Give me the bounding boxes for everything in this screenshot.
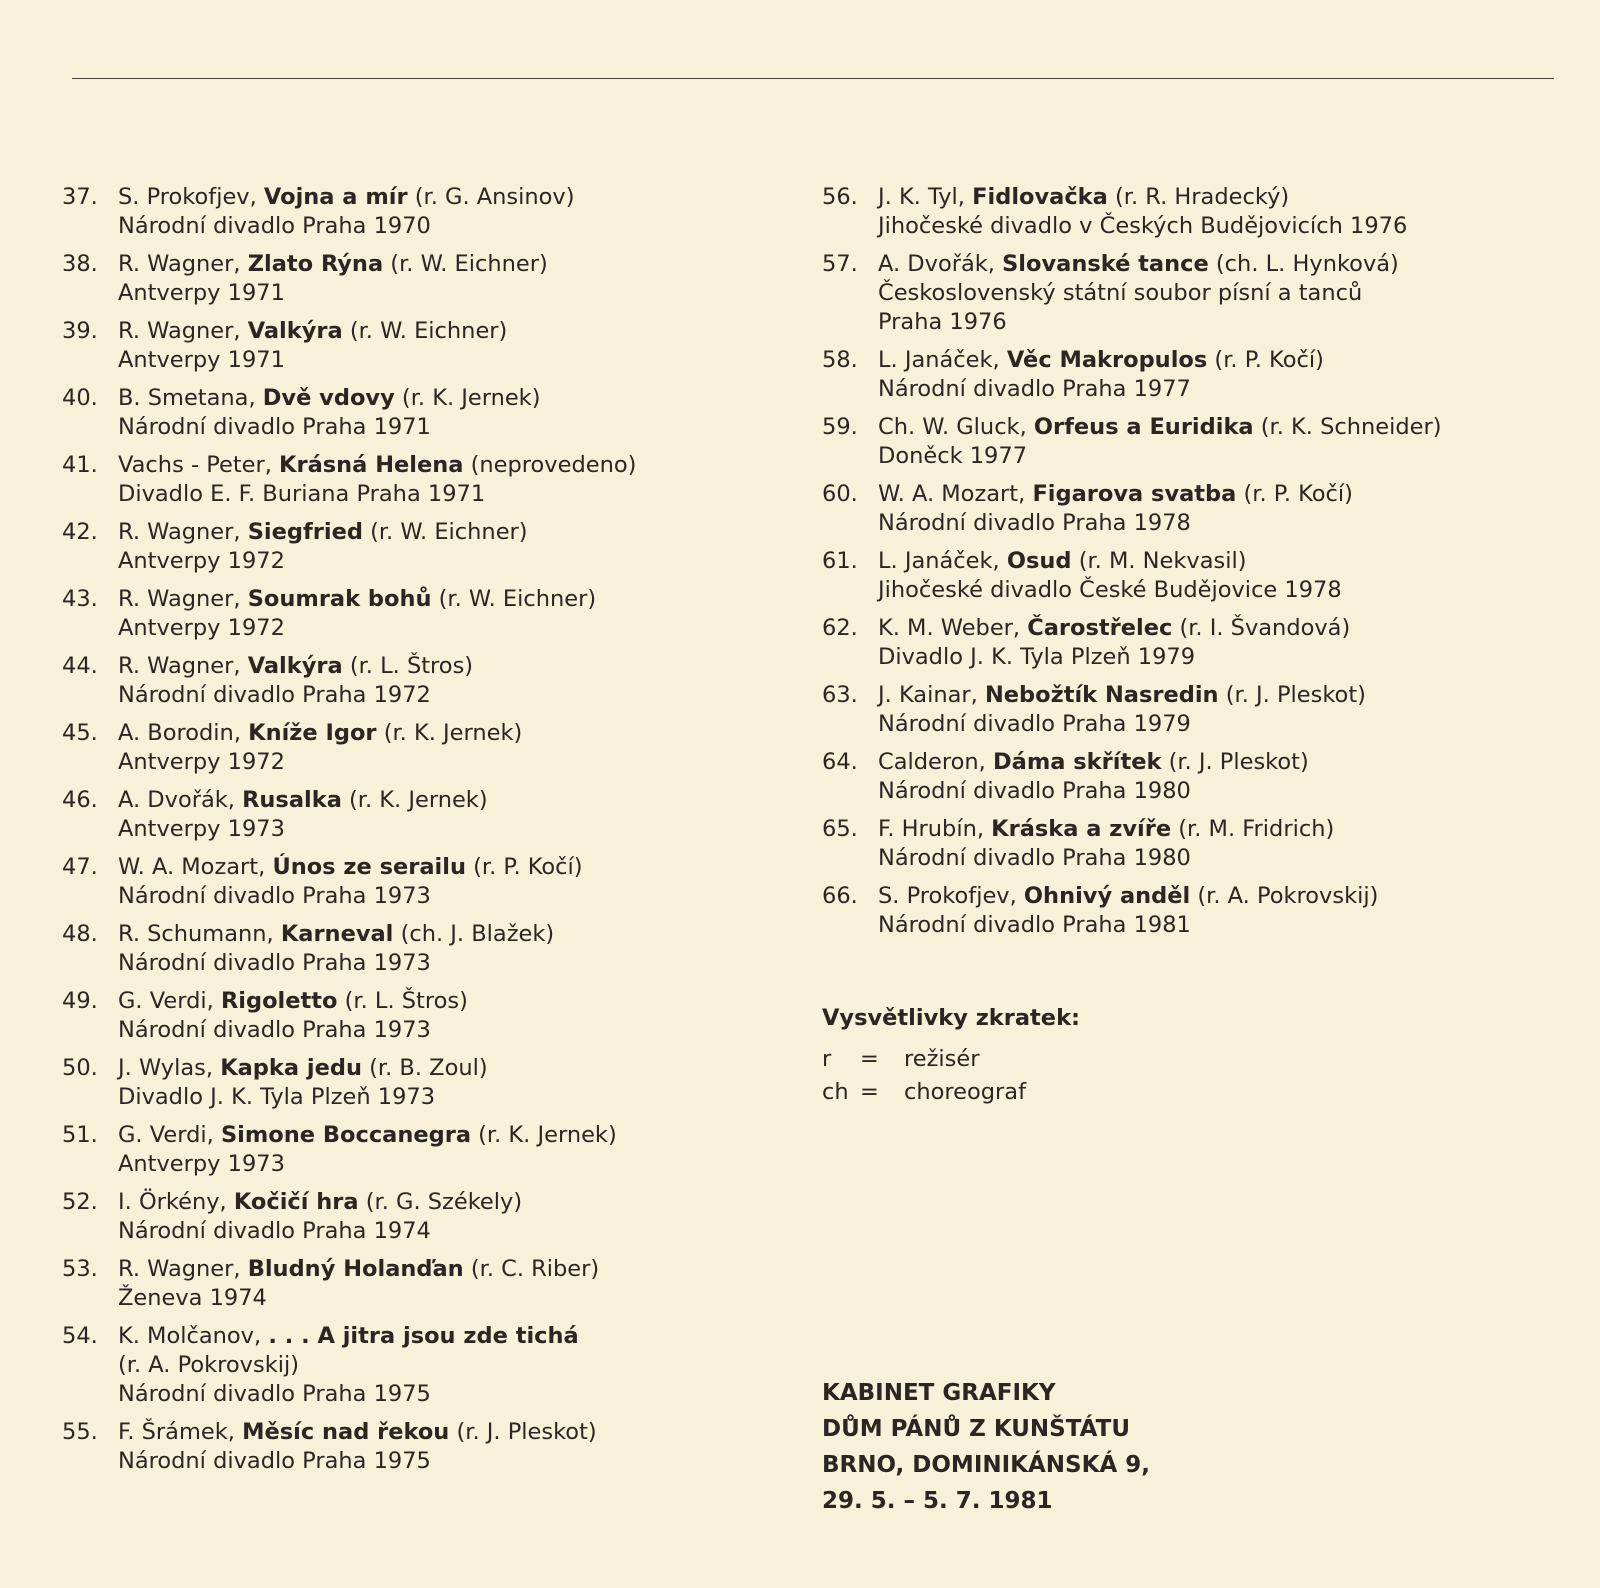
entry-body — [878, 547, 1542, 605]
entry-title: Kočičí hra — [233, 1189, 359, 1215]
catalog-entry — [62, 451, 762, 509]
entry-credit: (r. J. Pleskot) — [1168, 749, 1309, 775]
entry-author: J. Kainar, — [878, 682, 978, 708]
entry-title: Kapka jedu — [220, 1055, 362, 1081]
catalog-entry — [822, 547, 1542, 605]
entry-heading-line — [118, 853, 762, 882]
entry-body — [878, 815, 1542, 873]
entry-credit: (r. W. Eichner) — [390, 251, 548, 277]
entry-credit: (r. L. Štros) — [344, 988, 468, 1014]
entry-credit: (r. P. Kočí) — [473, 854, 583, 880]
entry-venue: Antverpy 1973 — [118, 816, 285, 842]
entry-title: Rusalka — [242, 787, 342, 813]
entry-body — [878, 413, 1542, 471]
catalog-entry — [62, 853, 762, 911]
entry-credit: (r. J. Pleskot) — [456, 1419, 597, 1445]
entry-number: 42. — [62, 519, 98, 545]
entry-heading-line — [118, 1418, 762, 1447]
entry-body — [878, 681, 1542, 739]
catalog-entry — [822, 681, 1542, 739]
entry-number: 60. — [822, 481, 858, 507]
entry-heading-line — [118, 518, 762, 547]
exhibition-institution: KABINET GRAFIKY — [822, 1380, 1056, 1406]
entry-heading-line — [878, 346, 1542, 375]
entry-title: Simone Boccanegra — [220, 1122, 471, 1148]
entry-title: Kníže Igor — [248, 720, 377, 746]
entry-heading-line — [878, 614, 1542, 643]
entry-venue: Divadlo J. K. Tyla Plzeň 1973 — [118, 1084, 436, 1110]
entry-author: R. Wagner, — [118, 1256, 241, 1282]
entry-body — [878, 882, 1542, 940]
entry-heading-line — [118, 1188, 762, 1217]
entry-body — [118, 317, 762, 375]
entry-credit: (r. C. Riber) — [470, 1256, 600, 1282]
entry-venue: Antverpy 1971 — [118, 280, 285, 306]
entry-venue: Antverpy 1972 — [118, 749, 285, 775]
entry-author: L. Janáček, — [878, 347, 1000, 373]
entry-credit: (ch. J. Blažek) — [400, 921, 555, 947]
entry-number: 55. — [62, 1419, 98, 1445]
entry-body — [118, 1188, 762, 1246]
catalog-entry — [62, 518, 762, 576]
catalog-entry — [62, 585, 762, 643]
entry-body — [118, 250, 762, 308]
entry-title: Osud — [1006, 548, 1072, 574]
entry-author: R. Wagner, — [118, 251, 241, 277]
entry-body — [118, 1322, 762, 1409]
entry-venue: Národní divadlo Praha 1977 — [878, 376, 1191, 402]
entry-author: R. Wagner, — [118, 519, 241, 545]
entry-title: Čarostřelec — [1027, 615, 1173, 641]
entry-number: 46. — [62, 787, 98, 813]
entry-body — [118, 518, 762, 576]
catalog-entry — [822, 614, 1542, 672]
entry-number: 64. — [822, 749, 858, 775]
legend-title: Vysvětlivky zkratek: — [822, 1005, 1081, 1031]
entry-author: A. Borodin, — [118, 720, 241, 746]
exhibition-dates: 29. 5. – 5. 7. 1981 — [822, 1488, 1053, 1514]
entry-credit: (r. M. Nekvasil) — [1078, 548, 1247, 574]
catalog-entry — [62, 1121, 762, 1179]
entry-credit: (r. K. Jernek) — [383, 720, 523, 746]
exhibition-building: DŮM PÁNŮ Z KUNŠTÁTU — [822, 1416, 1131, 1442]
entry-venue: Národní divadlo Praha 1980 — [878, 845, 1191, 871]
entry-credit: (r. M. Fridrich) — [1178, 816, 1335, 842]
entry-venue: Národní divadlo Praha 1979 — [878, 711, 1191, 737]
entry-number: 56. — [822, 184, 858, 210]
legend-meaning: režisér — [904, 1046, 980, 1072]
entry-venue: Antverpy 1973 — [118, 1151, 285, 1177]
entry-heading-line — [878, 480, 1542, 509]
entry-author: K. M. Weber, — [878, 615, 1021, 641]
entry-number: 54. — [62, 1323, 98, 1349]
entry-body — [118, 1054, 762, 1112]
entry-author: I. Örkény, — [118, 1189, 227, 1215]
entry-heading-line — [878, 413, 1542, 442]
entry-venue: Praha 1976 — [878, 309, 1007, 335]
entry-title: Vojna a mír — [263, 184, 408, 210]
entry-credit: (r. W. Eichner) — [349, 318, 508, 344]
entry-author: S. Prokofjev, — [118, 184, 257, 210]
entry-number: 47. — [62, 854, 98, 880]
catalog-entry — [62, 786, 762, 844]
right-column — [822, 183, 1542, 949]
entry-author: G. Verdi, — [118, 1122, 214, 1148]
entry-body — [118, 719, 762, 777]
entry-author: Ch. W. Gluck, — [878, 414, 1027, 440]
entry-credit: (r. K. Jernek) — [401, 385, 541, 411]
entry-number: 57. — [822, 251, 858, 277]
entry-heading-line — [118, 250, 762, 279]
entry-body — [118, 987, 762, 1045]
entry-author: K. Molčanov, — [118, 1323, 262, 1349]
entry-heading-line — [118, 987, 762, 1016]
entry-heading-line — [878, 748, 1542, 777]
entry-number: 50. — [62, 1055, 98, 1081]
entry-title: Dvě vdovy — [262, 385, 395, 411]
entry-heading-line — [118, 317, 762, 346]
entry-number: 51. — [62, 1122, 98, 1148]
entry-number: 43. — [62, 586, 98, 612]
entry-venue: Divadlo E. F. Buriana Praha 1971 — [118, 481, 486, 507]
catalog-entry — [822, 748, 1542, 806]
entry-title: Měsíc nad řekou — [242, 1419, 450, 1445]
legend-abbr: r — [822, 1046, 832, 1072]
catalog-entry — [822, 882, 1542, 940]
entry-body — [878, 250, 1542, 337]
entry-body — [118, 1255, 762, 1313]
entry-number: 41. — [62, 452, 98, 478]
entry-number: 48. — [62, 921, 98, 947]
catalog-entry — [62, 1255, 762, 1313]
entry-heading-line — [118, 1255, 762, 1284]
entry-heading-line — [118, 384, 762, 413]
entry-author: R. Wagner, — [118, 653, 241, 679]
entry-venue: Národní divadlo Praha 1971 — [118, 414, 431, 440]
entry-title: Fidlovačka — [972, 184, 1108, 210]
entry-credit: (r. W. Eichner) — [438, 586, 597, 612]
entry-number: 44. — [62, 653, 98, 679]
legend-equals: = — [860, 1079, 879, 1105]
legend-meaning: choreograf — [904, 1079, 1027, 1105]
entry-title: Ohnivý anděl — [1023, 883, 1191, 909]
catalog-entry — [62, 1054, 762, 1112]
entry-credit: (r. W. Eichner) — [370, 519, 528, 545]
entry-title: Bludný Holanďan — [247, 1256, 464, 1282]
entry-number: 49. — [62, 988, 98, 1014]
entry-title: Orfeus a Euridika — [1033, 414, 1254, 440]
entry-venue: Národní divadlo Praha 1970 — [118, 213, 431, 239]
entry-credit: (r. P. Kočí) — [1214, 347, 1324, 373]
entry-credit: (r. L. Štros) — [349, 653, 474, 679]
entry-venue: Národní divadlo Praha 1973 — [118, 950, 431, 976]
catalog-entry — [62, 1418, 762, 1476]
exhibition-info — [822, 1375, 1150, 1519]
entry-number: 63. — [822, 682, 858, 708]
entry-body — [118, 1418, 762, 1476]
entry-venue: Antverpy 1972 — [118, 615, 285, 641]
catalog-entry — [62, 317, 762, 375]
entry-author: Vachs - Peter, — [118, 452, 272, 478]
entry-body — [118, 1121, 762, 1179]
entry-heading-line — [118, 585, 762, 614]
entry-venue: Ženeva 1974 — [118, 1285, 267, 1311]
catalog-entry — [62, 719, 762, 777]
entry-title: Karneval — [280, 921, 394, 947]
entry-venue: Doněck 1977 — [878, 443, 1028, 469]
entry-body — [118, 853, 762, 911]
catalog-entry — [822, 413, 1542, 471]
entry-author: R. Wagner, — [118, 586, 241, 612]
legend-abbr: ch — [822, 1079, 849, 1105]
entry-venue: Antverpy 1971 — [118, 347, 285, 373]
entry-title: Krásná Helena — [279, 452, 464, 478]
entry-author: W. A. Mozart, — [878, 481, 1026, 507]
entry-author: R. Wagner, — [118, 318, 241, 344]
entry-author: L. Janáček, — [878, 548, 1000, 574]
entry-body — [118, 183, 762, 241]
catalog-entry — [62, 1322, 762, 1409]
legend-row — [822, 1043, 1080, 1076]
entry-venue: Jihočeské divadlo v Českých Budějovicích 1976 — [878, 213, 1408, 239]
entry-number: 40. — [62, 385, 98, 411]
entry-credit: (r. A. Pokrovskij) — [1197, 883, 1379, 909]
entry-number: 52. — [62, 1189, 98, 1215]
exhibition-address: BRNO, DOMINIKÁNSKÁ 9, — [822, 1452, 1150, 1478]
entry-heading-line — [878, 547, 1542, 576]
catalog-entry — [62, 250, 762, 308]
entry-body — [878, 480, 1542, 538]
entry-venue: Antverpy 1972 — [118, 548, 285, 574]
entry-venue: Divadlo J. K. Tyla Plzeň 1979 — [878, 644, 1196, 670]
entry-author: A. Dvořák, — [878, 251, 995, 277]
entry-number: 62. — [822, 615, 858, 641]
entry-author: S. Prokofjev, — [878, 883, 1017, 909]
entry-author: W. A. Mozart, — [118, 854, 266, 880]
entry-credit: (r. G. Ansinov) — [414, 184, 575, 210]
entry-venue: Jihočeské divadlo České Budějovice 1978 — [878, 577, 1342, 603]
catalog-entry — [822, 250, 1542, 337]
catalog-entry — [62, 183, 762, 241]
entry-heading-line — [118, 786, 762, 815]
entry-body — [118, 585, 762, 643]
entry-heading-line — [118, 652, 762, 681]
entry-author: R. Schumann, — [118, 921, 274, 947]
entry-heading-line — [878, 183, 1542, 212]
entry-number: 66. — [822, 883, 858, 909]
catalog-entry — [62, 1188, 762, 1246]
entry-heading-line — [118, 1322, 762, 1351]
entry-author: F. Šrámek, — [118, 1419, 235, 1445]
entry-number: 65. — [822, 816, 858, 842]
entry-title: Nebožtík Nasredin — [984, 682, 1219, 708]
entry-heading-line — [118, 183, 762, 212]
abbreviations-legend — [822, 1003, 1080, 1109]
entry-number: 53. — [62, 1256, 98, 1282]
catalog-entry — [822, 183, 1542, 241]
entry-heading-line — [878, 815, 1542, 844]
entry-body — [118, 786, 762, 844]
entry-venue: Národní divadlo Praha 1975 — [118, 1381, 431, 1407]
entry-author: Calderon, — [878, 749, 986, 775]
entry-title: Rigoletto — [220, 988, 338, 1014]
entry-credit: (r. J. Pleskot) — [1225, 682, 1366, 708]
catalog-entry — [822, 346, 1542, 404]
left-column — [62, 183, 762, 1485]
legend-row — [822, 1076, 1080, 1109]
entry-number: 37. — [62, 184, 98, 210]
entry-title: Soumrak bohů — [247, 586, 432, 612]
entry-venue: Národní divadlo Praha 1973 — [118, 883, 431, 909]
entry-venue: Národní divadlo Praha 1975 — [118, 1448, 431, 1474]
entry-number: 58. — [822, 347, 858, 373]
entry-number: 45. — [62, 720, 98, 746]
entry-title: Valkýra — [247, 318, 343, 344]
catalog-entry — [822, 815, 1542, 873]
entry-credit: (r. I. Švandová) — [1179, 615, 1351, 641]
entry-title: Slovanské tance — [1002, 251, 1209, 277]
entry-title: Zlato Rýna — [247, 251, 384, 277]
legend-equals: = — [860, 1046, 879, 1072]
entry-venue: Národní divadlo Praha 1972 — [118, 682, 431, 708]
entry-credit: (r. P. Kočí) — [1243, 481, 1353, 507]
entry-author: J. Wylas, — [118, 1055, 214, 1081]
catalog-entry — [62, 987, 762, 1045]
entry-body — [878, 346, 1542, 404]
entry-heading-line — [118, 451, 762, 480]
entry-credit: (r. R. Hradecký) — [1114, 184, 1290, 210]
entry-credit: (r. K. Jernek) — [349, 787, 488, 813]
entry-author: G. Verdi, — [118, 988, 214, 1014]
entry-body — [118, 920, 762, 978]
entry-heading-line — [878, 882, 1542, 911]
entry-venue: Národní divadlo Praha 1981 — [878, 912, 1191, 938]
entry-credit: (r. A. Pokrovskij) — [118, 1352, 299, 1378]
entry-number: 61. — [822, 548, 858, 574]
entry-title: Valkýra — [247, 653, 343, 679]
entry-author: F. Hrubín, — [878, 816, 985, 842]
entry-body — [878, 183, 1542, 241]
entry-body — [878, 614, 1542, 672]
catalog-entry — [62, 920, 762, 978]
entry-credit: (r. B. Zoul) — [369, 1055, 488, 1081]
entry-credit: (neprovedeno) — [470, 452, 637, 478]
entry-heading-line — [118, 920, 762, 949]
catalog-entry — [822, 480, 1542, 538]
entry-author: B. Smetana, — [118, 385, 256, 411]
entry-number: 59. — [822, 414, 858, 440]
entry-heading-line — [878, 681, 1542, 710]
entry-body — [118, 451, 762, 509]
entry-body — [118, 652, 762, 710]
entry-title: Siegfried — [247, 519, 363, 545]
entry-number: 38. — [62, 251, 98, 277]
entry-body — [878, 748, 1542, 806]
entry-title: Únos ze serailu — [272, 854, 466, 880]
entry-title: Věc Makropulos — [1006, 347, 1208, 373]
entry-heading-line — [878, 250, 1542, 279]
entry-venue: Národní divadlo Praha 1980 — [878, 778, 1191, 804]
catalog-entry — [62, 652, 762, 710]
entry-number: 39. — [62, 318, 98, 344]
entry-venue: Československý státní soubor písní a tanců — [878, 280, 1363, 306]
entry-title: Kráska a zvíře — [991, 816, 1172, 842]
top-rule — [72, 78, 1554, 79]
entry-venue: Národní divadlo Praha 1978 — [878, 510, 1191, 536]
entry-venue: Národní divadlo Praha 1973 — [118, 1017, 431, 1043]
entry-venue: Národní divadlo Praha 1974 — [118, 1218, 431, 1244]
entry-credit: (r. G. Székely) — [365, 1189, 523, 1215]
entry-title: Dáma skřítek — [992, 749, 1162, 775]
catalog-entry — [62, 384, 762, 442]
entry-heading-line — [118, 719, 762, 748]
entry-author: J. K. Tyl, — [878, 184, 965, 210]
entry-author: A. Dvořák, — [118, 787, 235, 813]
entry-title: . . . A jitra jsou zde tichá — [268, 1323, 579, 1349]
entry-heading-line — [118, 1121, 762, 1150]
entry-heading-line — [118, 1054, 762, 1083]
entry-credit: (r. K. Jernek) — [478, 1122, 617, 1148]
entry-title: Figarova svatba — [1032, 481, 1237, 507]
entry-body — [118, 384, 762, 442]
entry-credit: (ch. L. Hynková) — [1215, 251, 1399, 277]
entry-credit: (r. K. Schneider) — [1260, 414, 1442, 440]
